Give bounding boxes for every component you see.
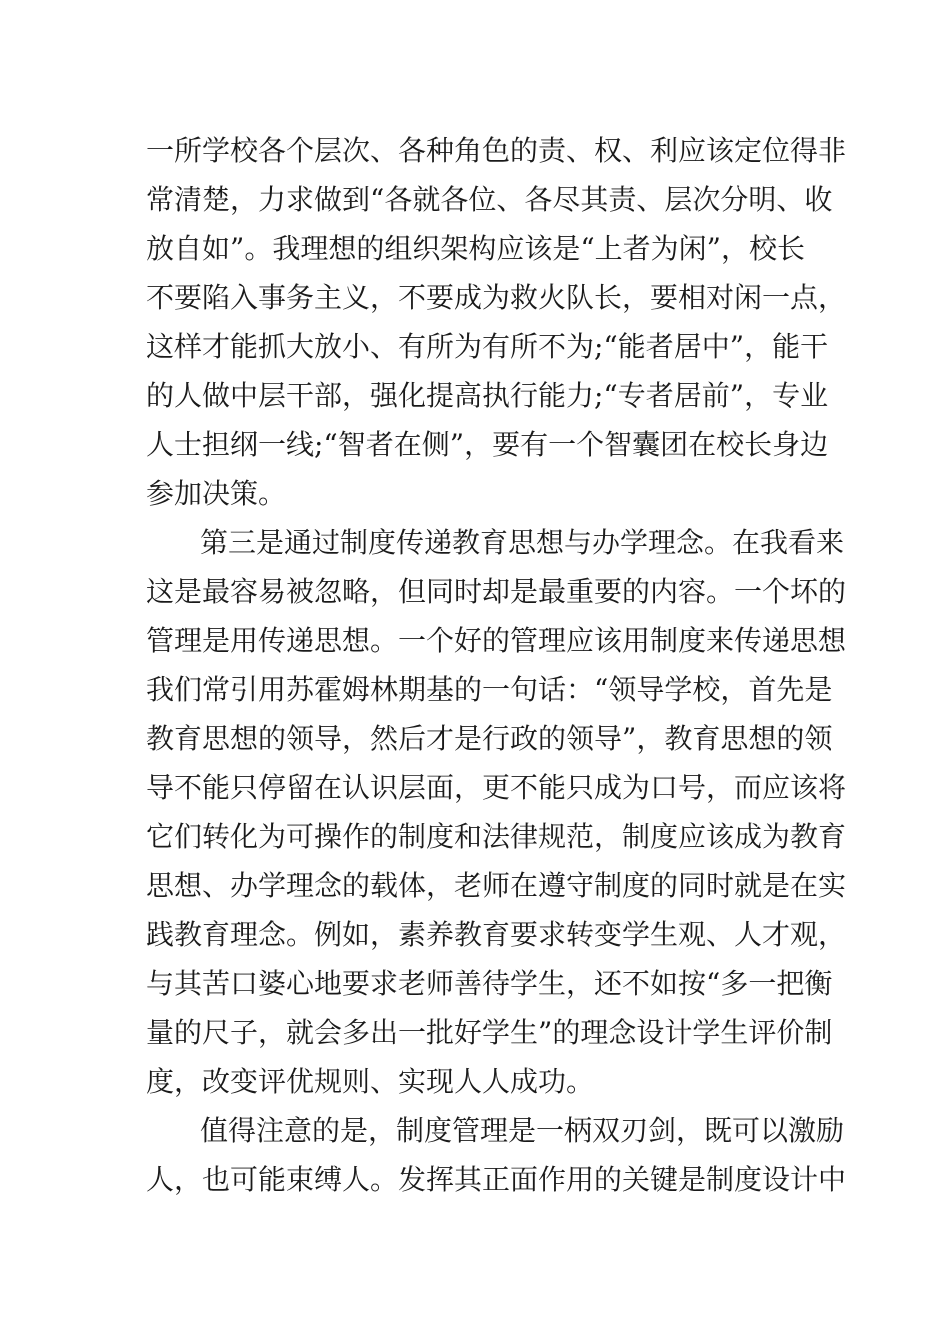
text-line-5: 这样才能抓大放小、有所为有所不为;“能者居中”，能干 (146, 330, 829, 363)
text-line-2: 常清楚，力求做到“各就各位、各尽其责、层次分明、收 (146, 183, 833, 216)
text-line-4: 不要陷入事务主义，不要成为救火队长，要相对闲一点， (146, 281, 847, 314)
text-line-18: 与其苦口婆心地要求老师善待学生，还不如按“多一把衡 (146, 967, 833, 1000)
text-line-12: 我们常引用苏霍姆林期基的一句话：“领导学校，首先是 (146, 673, 833, 706)
text-line-22: 人，也可能束缚人。发挥其正面作用的关键是制度设计中 (146, 1163, 847, 1196)
text-line-3: 放自如”。我理想的组织架构应该是“上者为闲”，校长 (146, 232, 805, 265)
text-line-19: 量的尺子，就会多出一批好学生”的理念设计学生评价制 (146, 1016, 833, 1049)
text-line-10: 这是最容易被忽略，但同时却是最重要的内容。一个坏的 (146, 575, 847, 608)
text-line-6: 的人做中层干部，强化提高执行能力;“专者居前”，专业 (146, 379, 829, 412)
text-line-7: 人士担纲一线;“智者在侧”，要有一个智囊团在校长身边 (146, 428, 829, 461)
text-line-1: 一所学校各个层次、各种角色的责、权、利应该定位得非 (146, 134, 847, 167)
paragraph-start-line-21: 值得注意的是，制度管理是一柄双刃剑，既可以激励 (200, 1114, 845, 1147)
text-line-11: 管理是用传递思想。一个好的管理应该用制度来传递思想 (146, 624, 847, 657)
text-line-16: 思想、办学理念的载体，老师在遵守制度的同时就是在实 (146, 869, 847, 902)
text-line-8: 参加决策。 (146, 477, 287, 510)
text-line-17: 践教育理念。例如，素养教育要求转变学生观、人才观， (146, 918, 847, 951)
text-line-13: 教育思想的领导，然后才是行政的领导”，教育思想的领 (146, 722, 833, 755)
text-line-20: 度，改变评优规则、实现人人成功。 (146, 1065, 595, 1098)
text-line-14: 导不能只停留在认识层面，更不能只成为口号，而应该将 (146, 771, 847, 804)
text-line-15: 它们转化为可操作的制度和法律规范，制度应该成为教育 (146, 820, 847, 853)
paragraph-start-line-9: 第三是通过制度传递教育思想与办学理念。在我看来 (200, 526, 845, 559)
